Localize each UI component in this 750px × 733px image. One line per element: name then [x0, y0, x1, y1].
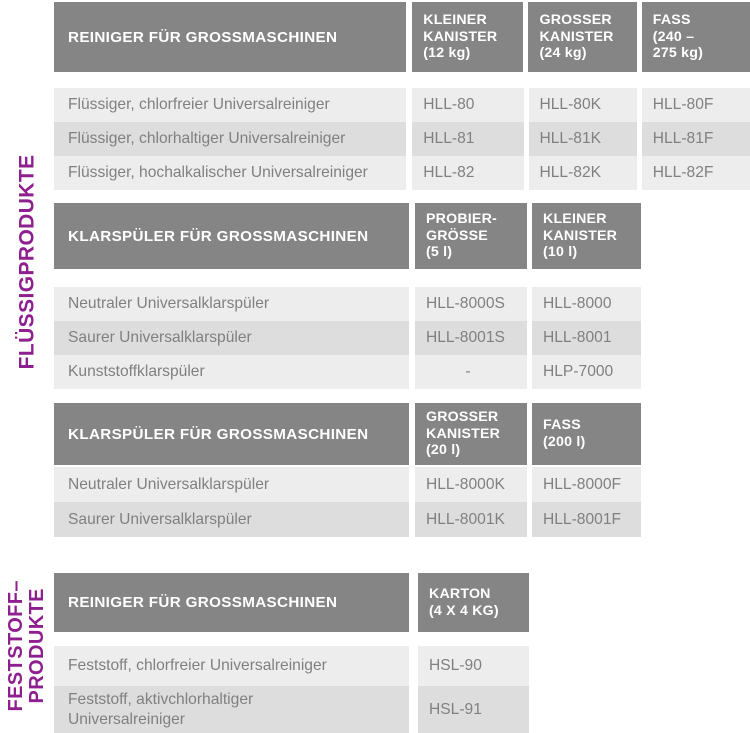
block-rows: [54, 88, 750, 190]
row-label: Flüssiger, chlorfreier Universalreiniger: [54, 88, 406, 122]
row-value: HLL-80F: [642, 88, 750, 122]
column-header-line: (240 –: [652, 28, 695, 45]
row-label: [54, 686, 409, 733]
table-row[interactable]: [54, 122, 750, 156]
block-header-row: [54, 573, 750, 632]
column-header-line: (10 l): [543, 244, 578, 261]
row-value: HLL-8000: [532, 287, 641, 321]
row-value: HSL-90: [418, 646, 529, 686]
column-header-line: (12 kg): [423, 45, 471, 62]
row-value: HLL-8001: [532, 321, 641, 355]
row-value: HLL-81F: [642, 122, 750, 156]
column-header-line: GROSSER: [426, 408, 499, 425]
table-row[interactable]: [54, 355, 750, 389]
column-header-line: KLEINER: [423, 11, 487, 28]
column-header-line: KANISTER: [423, 28, 498, 45]
table-row[interactable]: [54, 467, 750, 502]
column-header-line: GROSSER: [539, 11, 612, 28]
table-row[interactable]: [54, 287, 750, 321]
column-header-line: KANISTER: [539, 28, 614, 45]
row-value: HLL-81K: [529, 122, 637, 156]
product-block-reiniger-grossmaschinen-fluessig: [54, 2, 750, 190]
column-header-line: 275 kg): [652, 45, 704, 62]
column-header-grosser-kanister: [528, 2, 636, 72]
block-header-title: REINIGER FÜR GROSSMASCHINEN: [54, 573, 409, 632]
product-block-klarspueler-klein: [54, 203, 750, 389]
row-label: Neutraler Universalklarspüler: [54, 467, 409, 502]
column-header-kleiner-kanister: [532, 203, 641, 269]
row-label: Flüssiger, hochalkalischer Universalreiniger: [54, 156, 406, 190]
row-label: Neutraler Universalklarspüler: [54, 287, 409, 321]
row-value: HLP-7000: [532, 355, 641, 389]
column-header-line: (20 l): [426, 442, 461, 459]
column-header-fass: [642, 2, 750, 72]
column-header-karton: [418, 573, 529, 632]
block-header-row: [54, 403, 750, 465]
row-value: HSL-91: [418, 686, 529, 733]
block-header-title: REINIGER FÜR GROSSMASCHINEN: [54, 2, 406, 72]
product-block-reiniger-grossmaschinen-feststoff: [54, 573, 750, 733]
block-header-title: KLARSPÜLER FÜR GROSSMASCHINEN: [54, 403, 409, 465]
row-value: HLL-82: [412, 156, 523, 190]
row-label: Flüssiger, chlorhaltiger Universalreiniger: [54, 122, 406, 156]
column-header-grosser-kanister: [415, 403, 527, 465]
row-value: HLL-8001K: [415, 502, 527, 537]
row-label-line: Universalreiniger: [68, 710, 185, 728]
table-row[interactable]: [54, 646, 750, 686]
row-value: HLL-8000F: [532, 467, 641, 502]
block-header-row: [54, 203, 750, 269]
row-label: Saurer Universalklarspüler: [54, 321, 409, 355]
row-label: Feststoff, chlorfreier Universalreiniger: [54, 646, 409, 686]
block-header-row: [54, 2, 750, 72]
column-header-fass: [532, 403, 641, 465]
table-row[interactable]: [54, 156, 750, 190]
product-block-klarspueler-gross: [54, 403, 750, 537]
row-value: HLL-81: [412, 122, 523, 156]
column-header-line: KANISTER: [426, 425, 501, 442]
category-rail-line-2: PRODUKTE: [26, 588, 49, 704]
row-label: Kunststoffklarspüler: [54, 355, 409, 389]
column-header-line: KLEINER: [543, 210, 607, 227]
table-row[interactable]: [54, 502, 750, 537]
row-value: HLL-82F: [642, 156, 750, 190]
column-header-line: PROBIER-: [426, 210, 497, 227]
row-value: HLL-8000K: [415, 467, 527, 502]
row-label: Saurer Universalklarspüler: [54, 502, 409, 537]
category-rail-label: [6, 580, 48, 711]
column-header-line: (200 l): [543, 434, 586, 450]
column-header-line: GRÖSSE: [426, 227, 488, 244]
column-header-line: KARTON: [429, 585, 491, 602]
row-value: HLL-80: [412, 88, 523, 122]
row-value: HLL-82K: [529, 156, 637, 190]
category-rail-feststoffprodukte: [0, 560, 54, 732]
table-row[interactable]: [54, 321, 750, 355]
table-row[interactable]: [54, 686, 750, 733]
category-rail-line-1: FESTSTOFF–: [5, 580, 28, 712]
row-value: HLL-80K: [529, 88, 637, 122]
category-rail-label: [16, 155, 38, 370]
row-value: HLL-8000S: [415, 287, 527, 321]
table-row[interactable]: [54, 88, 750, 122]
block-rows: [54, 646, 750, 733]
column-header-probiergroesse: [415, 203, 527, 269]
block-rows: [54, 467, 750, 537]
column-header-kleiner-kanister: [412, 2, 523, 72]
column-header-line: FASS: [652, 11, 691, 28]
column-header-line: KANISTER: [543, 227, 618, 244]
row-value: HLL-8001S: [415, 321, 527, 355]
row-value: -: [415, 355, 527, 389]
column-header-line: (24 kg): [539, 45, 587, 62]
column-header-line: (4 X 4 KG): [429, 602, 499, 619]
category-rail-line-1: FLÜSSIGPRODUKTE: [15, 154, 39, 370]
row-label-line: Feststoff, aktivchlorhaltiger: [68, 691, 254, 709]
block-header-title: KLARSPÜLER FÜR GROSSMASCHINEN: [54, 203, 409, 269]
block-rows: [54, 287, 750, 389]
category-rail-fluessigprodukte: [0, 112, 54, 412]
row-value: HLL-8001F: [532, 502, 641, 537]
column-header-line: FASS: [543, 417, 581, 434]
column-header-line: (5 l): [426, 244, 453, 261]
